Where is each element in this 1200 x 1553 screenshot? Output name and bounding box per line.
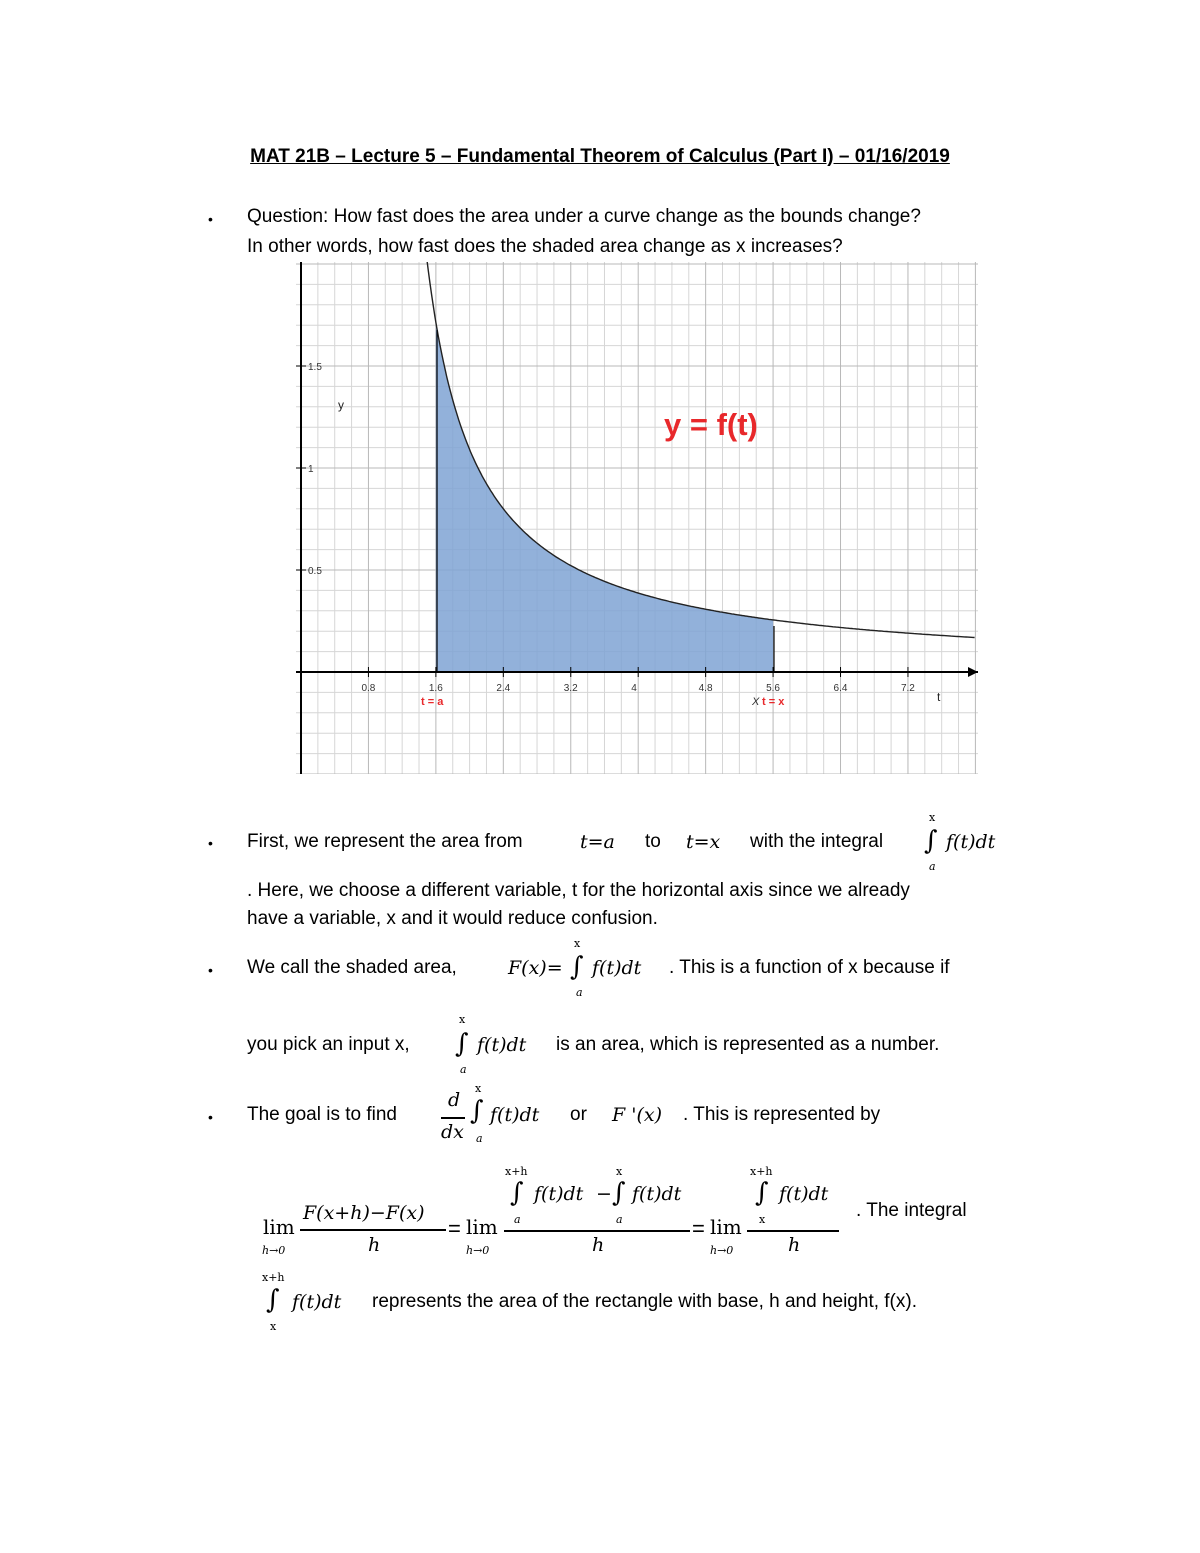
x-tick-label: 3.2 <box>563 683 578 694</box>
frac2-integrand-2: f(t)dt <box>632 1183 682 1205</box>
frac2-line <box>504 1230 690 1232</box>
p1-math-t-eq-x: t=x <box>686 831 721 853</box>
y-tick-label: 0.5 <box>308 566 322 577</box>
p1-integral-sign: ∫ <box>924 826 938 856</box>
x-tick-label: 6.4 <box>833 683 848 694</box>
p2-int-upper: x <box>574 937 581 950</box>
p3-int-lower: a <box>476 1132 483 1145</box>
p1-to: to <box>645 831 661 852</box>
p3-d: d <box>448 1089 461 1111</box>
eq-2: = <box>692 1216 705 1241</box>
final-integrand: f(t)dt <box>292 1291 342 1313</box>
p2-integral-sign: ∫ <box>570 952 584 982</box>
p1-int-upper: x <box>929 811 936 824</box>
p1-continuation-1: . Here, we choose a different variable, t for the horizontal axis since we already <box>247 880 910 901</box>
y-tick-label: 1.5 <box>308 362 322 373</box>
p3-or: or <box>570 1104 587 1125</box>
t-axis-label: t <box>937 690 941 704</box>
lim-1-sub: h→0 <box>262 1244 286 1257</box>
p2-line2-integral-sign: ∫ <box>455 1029 469 1059</box>
frac1-denominator: h <box>368 1234 381 1256</box>
frac3-int-sign: ∫ <box>755 1178 769 1208</box>
p1-int-lower: a <box>929 860 936 873</box>
p2-int-lower: a <box>576 986 583 999</box>
area-under-curve-graph <box>296 262 978 774</box>
p1-integrand: f(t)dt <box>946 831 996 853</box>
y-tick-label: 1 <box>308 464 314 475</box>
bullet-dot: • <box>208 962 213 978</box>
final-int-lower: x <box>270 1320 277 1333</box>
frac2-denominator: h <box>592 1234 605 1256</box>
x-bound-label: t = x <box>762 696 785 708</box>
x-tick-label: 5.6 <box>766 683 780 694</box>
frac2-int1-sign: ∫ <box>510 1178 524 1208</box>
x-tick-label: 2.4 <box>496 683 511 694</box>
frac2-minus: − <box>596 1183 612 1205</box>
question-line-1: Question: How fast does the area under a curve change as the bounds change? <box>247 206 921 227</box>
x-tick-label: 0.8 <box>361 683 376 694</box>
lim-2: lim <box>466 1215 498 1239</box>
x-tick-label: 1.6 <box>428 683 443 694</box>
bullet-dot: • <box>208 1109 213 1125</box>
frac3-line <box>747 1230 839 1232</box>
p2-integrand: f(t)dt <box>592 957 642 979</box>
frac1-numerator: F(x+h)−F(x) <box>303 1202 425 1224</box>
p3-int-upper: x <box>475 1082 482 1095</box>
p3-text-2: . This is represented by <box>683 1104 881 1125</box>
x-tick-label: 4 <box>631 683 637 694</box>
p2-line2-int-lower: a <box>460 1063 467 1076</box>
p3-text-1: The goal is to find <box>247 1104 397 1125</box>
frac3-int-upper: x+h <box>750 1165 773 1178</box>
frac2-integrand-1: f(t)dt <box>534 1183 584 1205</box>
p1-text-1: First, we represent the area from <box>247 831 523 852</box>
bullet-dot: • <box>208 835 213 851</box>
a-bound-label: t = a <box>421 696 444 708</box>
lim-1: lim <box>263 1215 295 1239</box>
p2-lhs: F(x)= <box>508 957 563 979</box>
x-tick-label: 7.2 <box>900 683 915 694</box>
p1-continuation-2: have a variable, x and it would reduce confusion. <box>247 908 658 929</box>
p2-line2-text-a: you pick an input x, <box>247 1034 410 1055</box>
question-line-2: In other words, how fast does the shaded area change as x increases? <box>247 236 843 257</box>
p3-integrand: f(t)dt <box>490 1104 540 1126</box>
x-mark: X <box>752 696 760 708</box>
frac2-int1-lower: a <box>514 1213 521 1226</box>
frac2-int2-upper: x <box>616 1165 623 1178</box>
frac2-int1-upper: x+h <box>505 1165 528 1178</box>
frac2-int2-lower: a <box>616 1213 623 1226</box>
p2-text-1: We call the shaded area, <box>247 957 457 978</box>
lim-2-sub: h→0 <box>466 1244 490 1257</box>
y-axis-label: y <box>338 398 344 412</box>
lim-3-sub: h→0 <box>710 1244 734 1257</box>
p3-dx: dx <box>441 1121 464 1143</box>
the-integral-text: . The integral <box>856 1200 967 1221</box>
x-tick-label: 4.8 <box>698 683 713 694</box>
final-int-sign: ∫ <box>266 1285 280 1315</box>
p2-line2-text-b: is an area, which is represented as a number. <box>556 1034 940 1055</box>
curve-label: y = f(t) <box>664 407 758 442</box>
final-text: represents the area of the rectangle with base, h and height, f(x). <box>372 1291 917 1312</box>
p3-ddx-fraction-line <box>441 1117 465 1119</box>
p2-line2-integrand: f(t)dt <box>477 1034 527 1056</box>
p1-text-2: with the integral <box>750 831 884 852</box>
frac3-integrand: f(t)dt <box>779 1183 829 1205</box>
p3-fprime: F '(x) <box>612 1104 662 1126</box>
frac3-denominator: h <box>788 1234 801 1256</box>
p2-line2-int-upper: x <box>459 1013 466 1026</box>
bullet-dot: • <box>208 211 213 227</box>
final-int-upper: x+h <box>262 1271 285 1284</box>
p3-integral-sign: ∫ <box>470 1096 484 1126</box>
frac2-int2-sign: ∫ <box>612 1178 626 1208</box>
p1-math-t-eq-a: t=a <box>580 831 615 853</box>
frac1-line <box>300 1229 446 1231</box>
p2-text-2: . This is a function of x because if <box>669 957 950 978</box>
page-title: MAT 21B – Lecture 5 – Fundamental Theorem of Calculus (Part I) – 01/16/2019 <box>250 146 950 167</box>
frac3-int-lower: x <box>759 1213 766 1226</box>
eq-1: = <box>448 1216 461 1241</box>
lim-3: lim <box>710 1215 742 1239</box>
